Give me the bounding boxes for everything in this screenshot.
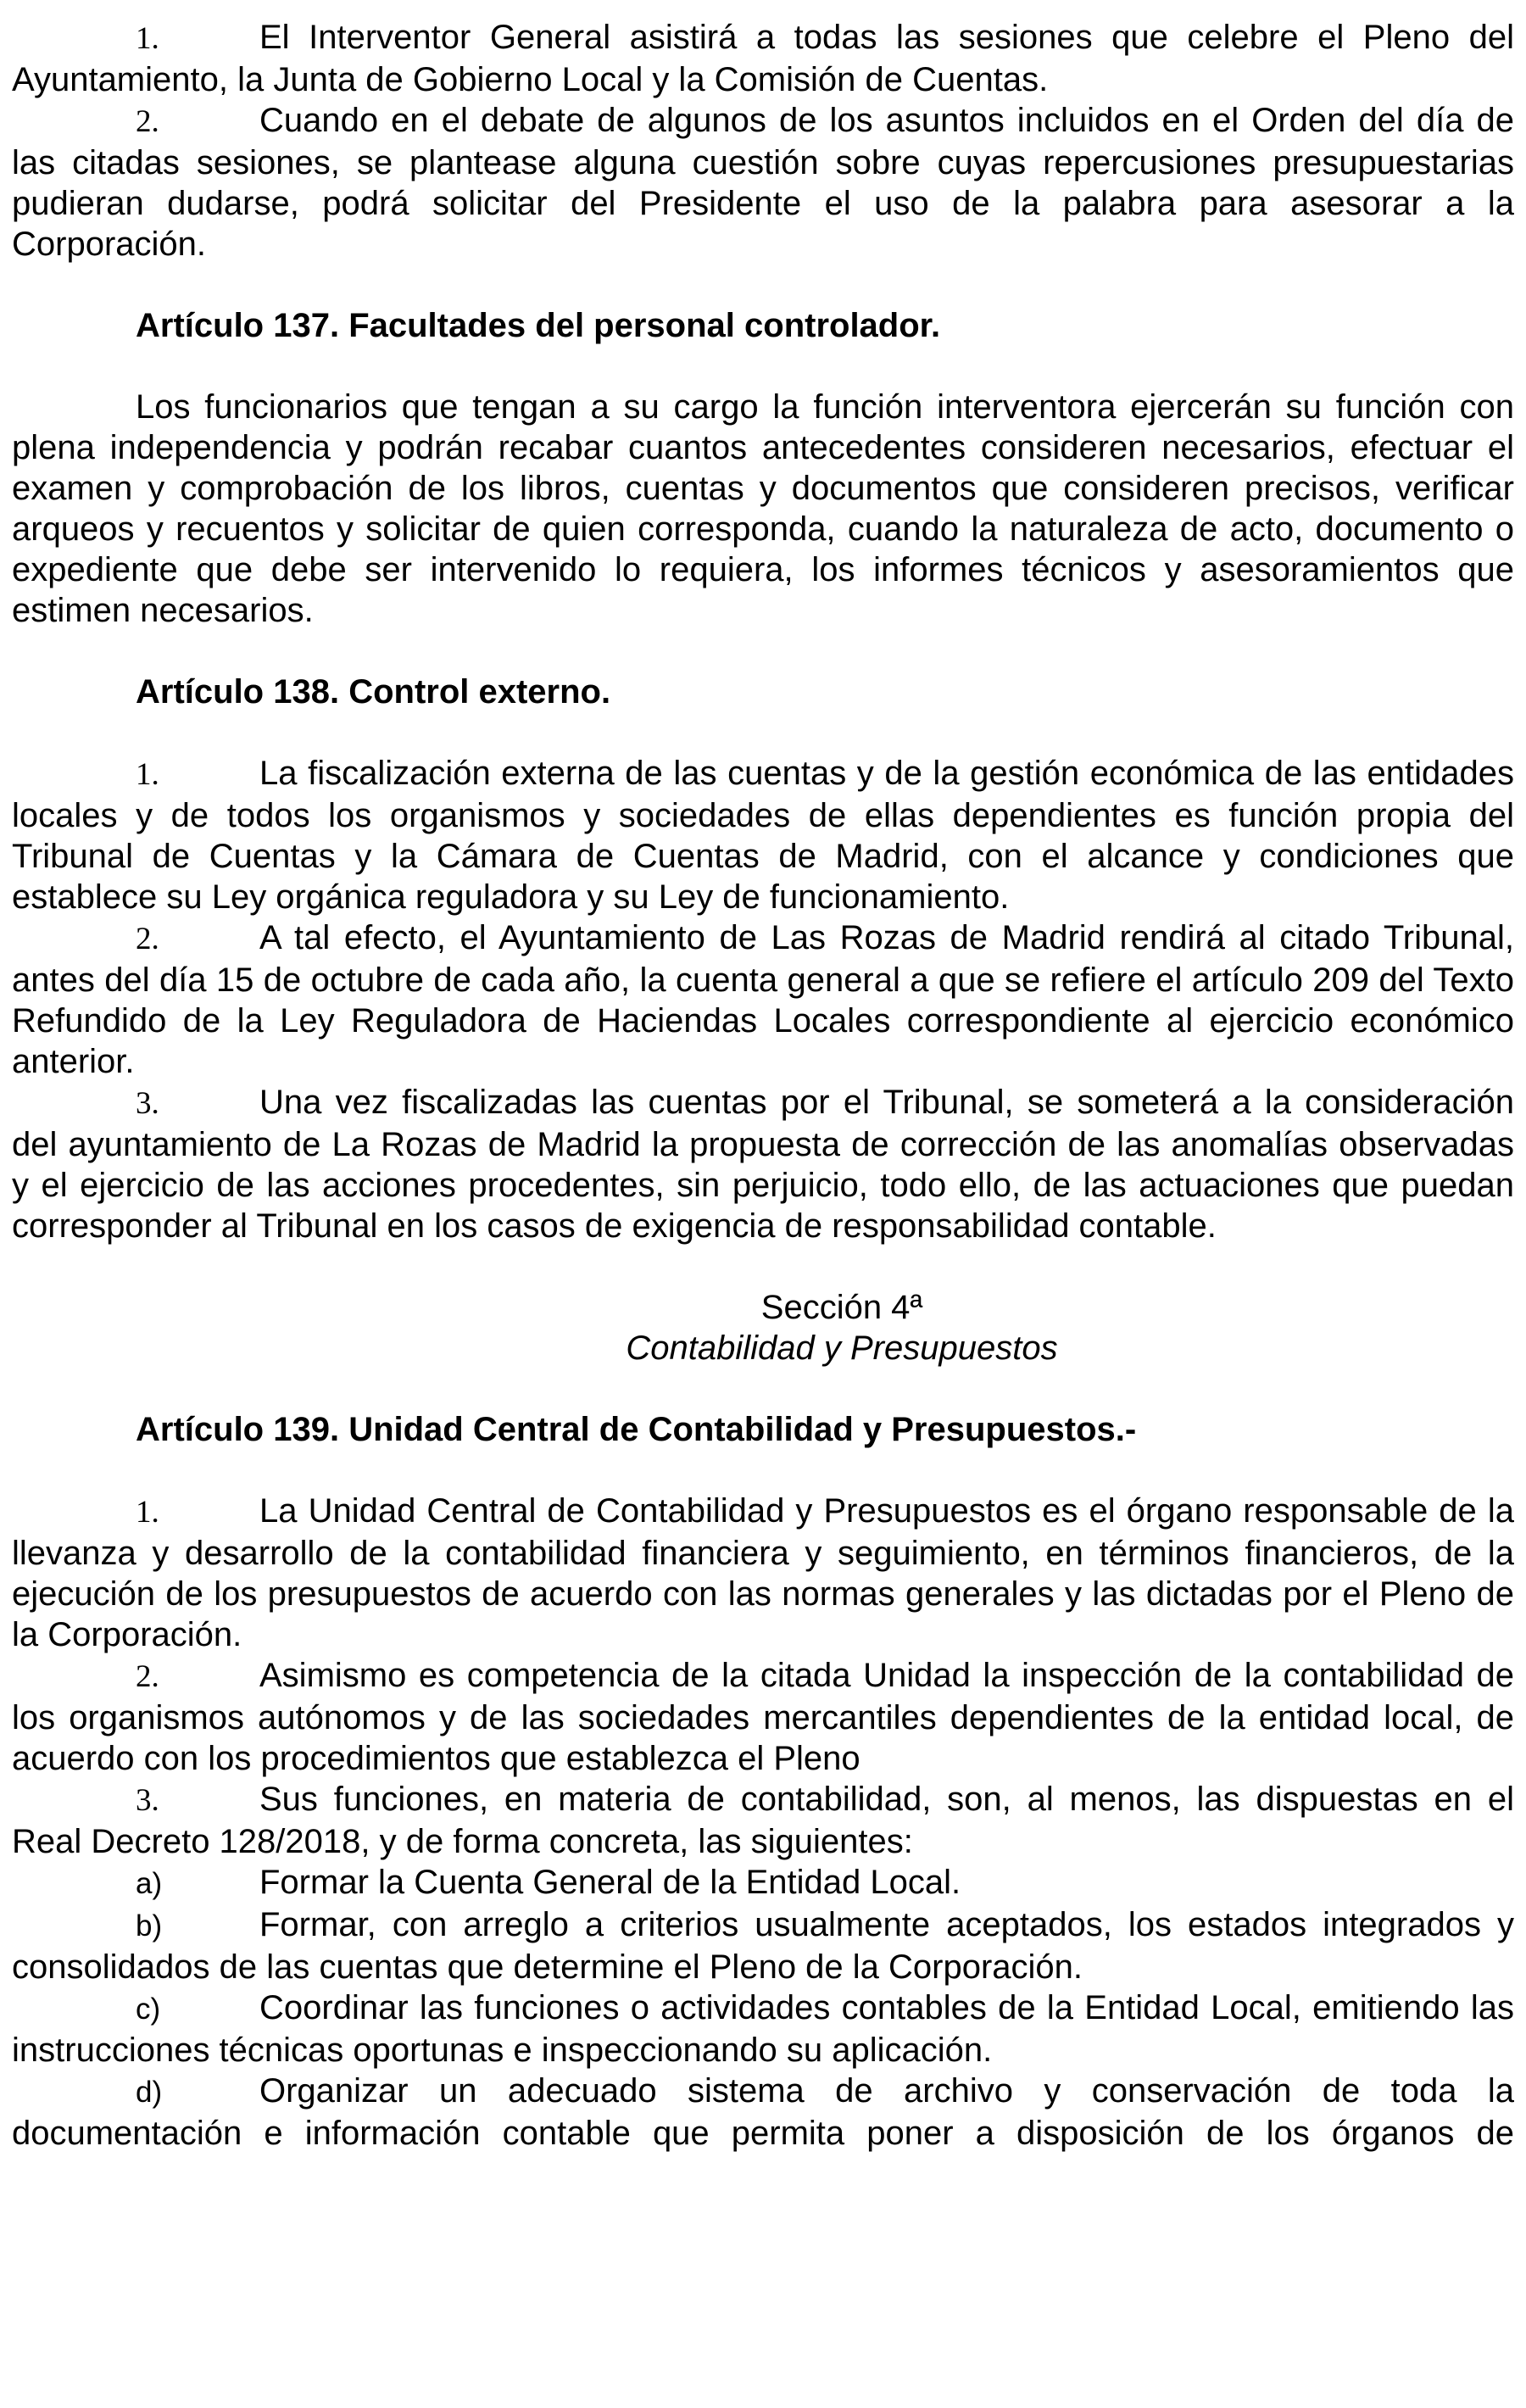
article-139-subitem-d: [12, 2071, 1514, 2154]
article-139-item-1: [12, 1491, 1514, 1655]
article-137-body: Los funcionarios que tengan a su cargo la función interventora ejercerán su función con plena independencia y podrán recabar cuantos antecedentes consideren necesarios, efectuar el examen y comprobación de los libros, cuentas y documentos que consideren precisos, verificar arqueos y recuentos y solicitar de quien corresponda, cuando la naturaleza de acto, documento o expediente que debe ser intervenido lo requiera, los informes técnicos y asesoramientos que estimen necesarios.: [12, 388, 1514, 629]
item-number: 1.: [136, 1495, 159, 1530]
article-138-heading: Artículo 138. Control externo.: [136, 673, 611, 711]
article-139-item-2: [12, 1655, 1514, 1779]
article-139-subitem-b: [12, 1904, 1514, 1987]
subitem-letter: c): [136, 1993, 161, 2026]
article-139-heading: Artículo 139. Unidad Central de Contabilidad y Presupuestos.-: [136, 1411, 1137, 1448]
item-text: Una vez fiscalizadas las cuentas por el Tribunal, se someterá a la consideración del ayuntamiento de La Rozas de Madrid la propuesta de corrección de las anomalías observadas y el ejercicio de las acciones procedentes, sin perjuicio, todo ello, de las actuaciones que puedan corresponder al Tribunal en los casos de exigencia de responsabilidad contable.: [12, 1084, 1514, 1245]
item-number: 3.: [136, 1783, 159, 1818]
article-139-subitem-c: [12, 1987, 1514, 2071]
item-text: Cuando en el debate de algunos de los asuntos incluidos en el Orden del día de las citadas sesiones, se plantease alguna cuestión sobre cuyas repercusiones presupuestarias pudieran dudarse, podrá solicitar del Presidente el uso de la palabra para asesorar a la Corporación.: [12, 102, 1514, 263]
item-text: La fiscalización externa de las cuentas y de la gestión económica de las entidades locales y de todos los organismos y sociedades de ellas dependientes es función propia del Tribunal de Cuentas y la Cámara de Cuentas de Madrid, con el alcance y condiciones que establece su Ley orgánica reguladora y su Ley de funcionamiento.: [12, 755, 1514, 916]
intro-item-2: [12, 100, 1514, 265]
section-title: Contabilidad y Presupuestos: [626, 1329, 1058, 1367]
item-number: 1.: [136, 757, 159, 792]
subitem-letter: a): [136, 1867, 163, 1900]
subitem-letter: b): [136, 1909, 163, 1943]
subitem-text: Organizar un adecuado sistema de archivo y conservación de toda la documentación e información contable que permita poner a disposición de los órganos de: [12, 2072, 1514, 2152]
article-137-heading: Artículo 137. Facultades del personal controlador.: [136, 307, 941, 344]
item-text: Sus funciones, en materia de contabilidad, son, al menos, las dispuestas en el Real Decreto 128/2018, y de forma concreta, las siguientes:: [12, 1781, 1514, 1860]
item-text: A tal efecto, el Ayuntamiento de Las Rozas de Madrid rendirá al citado Tribunal, antes del día 15 de octubre de cada año, la cuenta general a que se refiere el artículo 209 del Texto Refundido de la Ley Reguladora de Haciendas Locales correspondiente al ejercicio económico anterior.: [12, 919, 1514, 1080]
subitem-text: Formar la Cuenta General de la Entidad Local.: [259, 1864, 961, 1901]
item-text: La Unidad Central de Contabilidad y Presupuestos es el órgano responsable de la llevanza y desarrollo de la contabilidad financiera y seguimiento, en términos financieros, de la ejecución de los presupuestos de acuerdo con las normas generales y las dictadas por el Pleno de la Corporación.: [12, 1492, 1514, 1653]
section-label: Sección 4ª: [760, 1289, 923, 1326]
document-page: [12, 17, 1514, 2154]
item-number: 3.: [136, 1086, 159, 1121]
article-138-item-3: [12, 1082, 1514, 1246]
article-139-subitem-a: [12, 1862, 1514, 1904]
item-number: 2.: [136, 922, 159, 956]
item-number: 2.: [136, 104, 159, 139]
subitem-text: Coordinar las funciones o actividades contables de la Entidad Local, emitiendo las instrucciones técnicas oportunas e inspeccionando su aplicación.: [12, 1989, 1514, 2069]
subitem-text: Formar, con arreglo a criterios usualmente aceptados, los estados integrados y consolidados de las cuentas que determine el Pleno de la Corporación.: [12, 1906, 1514, 1986]
item-number: 1.: [136, 21, 159, 56]
intro-item-1: [12, 17, 1514, 100]
article-138-item-2: [12, 917, 1514, 1082]
subitem-letter: d): [136, 2076, 163, 2109]
article-138-item-1: [12, 753, 1514, 917]
item-text: El Interventor General asistirá a todas las sesiones que celebre el Pleno del Ayuntamiento, la Junta de Gobierno Local y la Comisión de Cuentas.: [12, 19, 1514, 98]
item-number: 2.: [136, 1659, 159, 1694]
article-139-item-3: [12, 1779, 1514, 1862]
item-text: Asimismo es competencia de la citada Unidad la inspección de la contabilidad de los organismos autónomos y de las sociedades mercantiles dependientes de la entidad local, de acuerdo con los procedimientos que establezca el Pleno: [12, 1657, 1514, 1777]
